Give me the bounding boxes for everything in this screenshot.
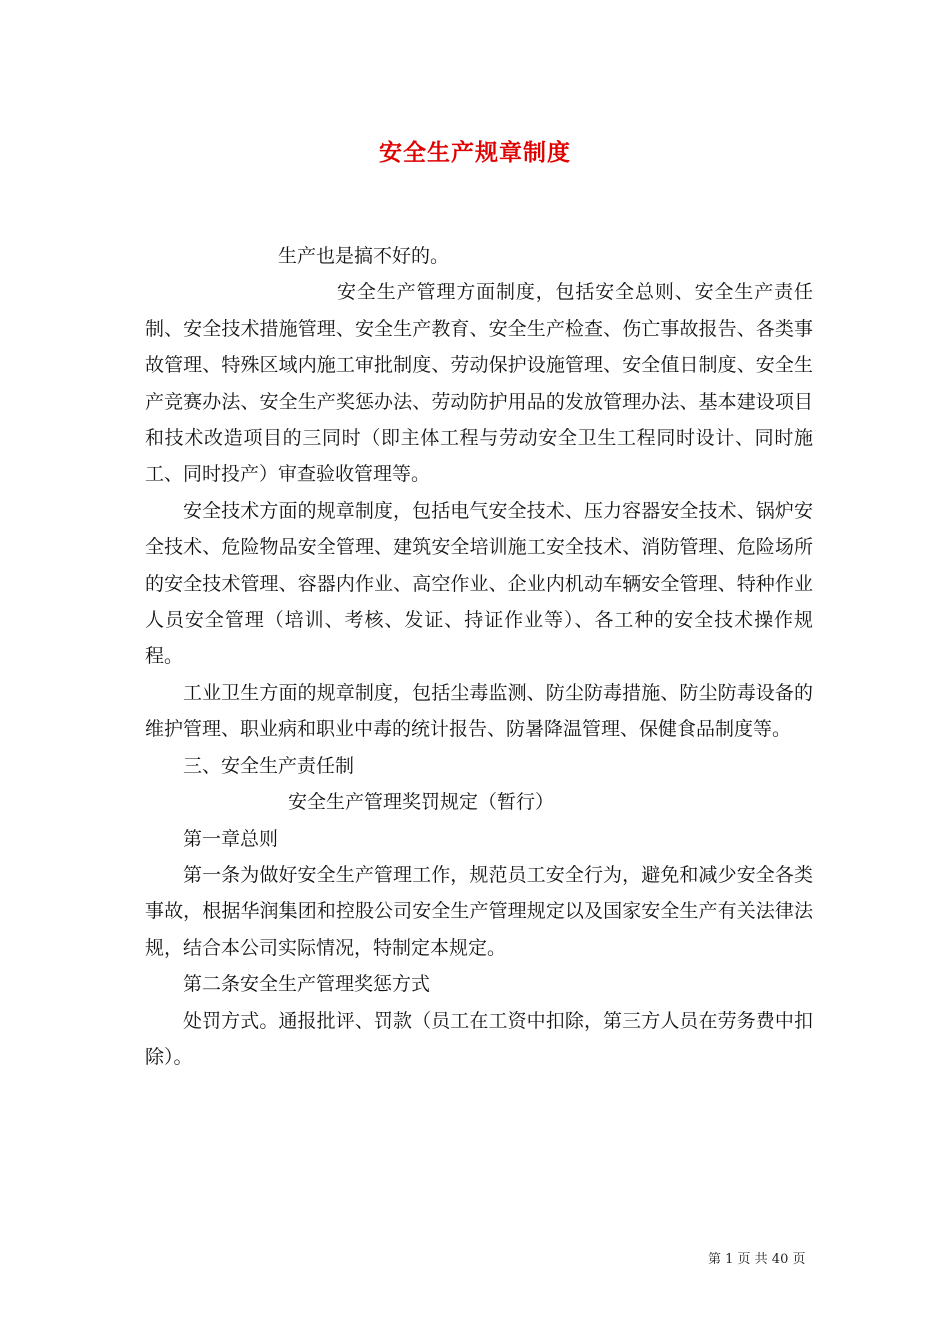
paragraph-technical-rules: 安全技术方面的规章制度，包括电气安全技术、压力容器安全技术、锅炉安全技术、危险物品安全管理、建筑安全培训施工安全技术、消防管理、危险场所的安全技术管理、容器内作业、高空作业、企业内机动车辆安全管理、特种作业人员安全管理（培训、考核、发证、持证作业等）、各工种的安全技术操作规程。 bbox=[145, 499, 813, 668]
paragraph-management-rules: 安全生产管理方面制度，包括安全总则、安全生产责任制、安全技术措施管理、安全生产教育、安全生产检查、伤亡事故报告、各类事故管理、特殊区域内施工审批制度、劳动保护设施管理、安全值日制度、安全生产竞赛办法、安全生产奖惩办法、劳动防护用品的发放管理办法、基本建设项目和技术改造项目的三同时（即主体工程与劳动安全卫生工程同时设计、同时施工、同时投产）审查验收管理等。 bbox=[145, 281, 813, 486]
document-title: 安全生产规章制度 bbox=[379, 139, 571, 166]
section-heading-responsibility: 三、安全生产责任制 bbox=[183, 754, 355, 777]
article-one: 第一条为做好安全生产管理工作，规范员工安全行为，避免和减少安全各类事故，根据华润集团和控股公司安全生产管理规定以及国家安全生产有关法律法规，结合本公司实际情况，特制定本规定。 bbox=[145, 863, 813, 959]
penalty-methods: 处罚方式。通报批评、罚款（员工在工资中扣除，第三方人员在劳务费中扣除）。 bbox=[145, 1009, 813, 1068]
article-two: 第二条安全生产管理奖惩方式 bbox=[183, 973, 431, 996]
subtitle-reward-penalty: 安全生产管理奖罚规定（暂行） bbox=[288, 791, 555, 814]
page-number: 第 1 页 共 40 页 bbox=[708, 1252, 806, 1267]
paragraph-intro: 生产也是搞不好的。 bbox=[278, 245, 450, 267]
chapter-heading-general: 第一章总则 bbox=[183, 827, 279, 850]
paragraph-hygiene-rules: 工业卫生方面的规章制度，包括尘毒监测、防尘防毒措施、防尘防毒设备的维护管理、职业病和职业中毒的统计报告、防暑降温管理、保健食品制度等。 bbox=[145, 681, 813, 741]
document-body bbox=[145, 238, 813, 1075]
